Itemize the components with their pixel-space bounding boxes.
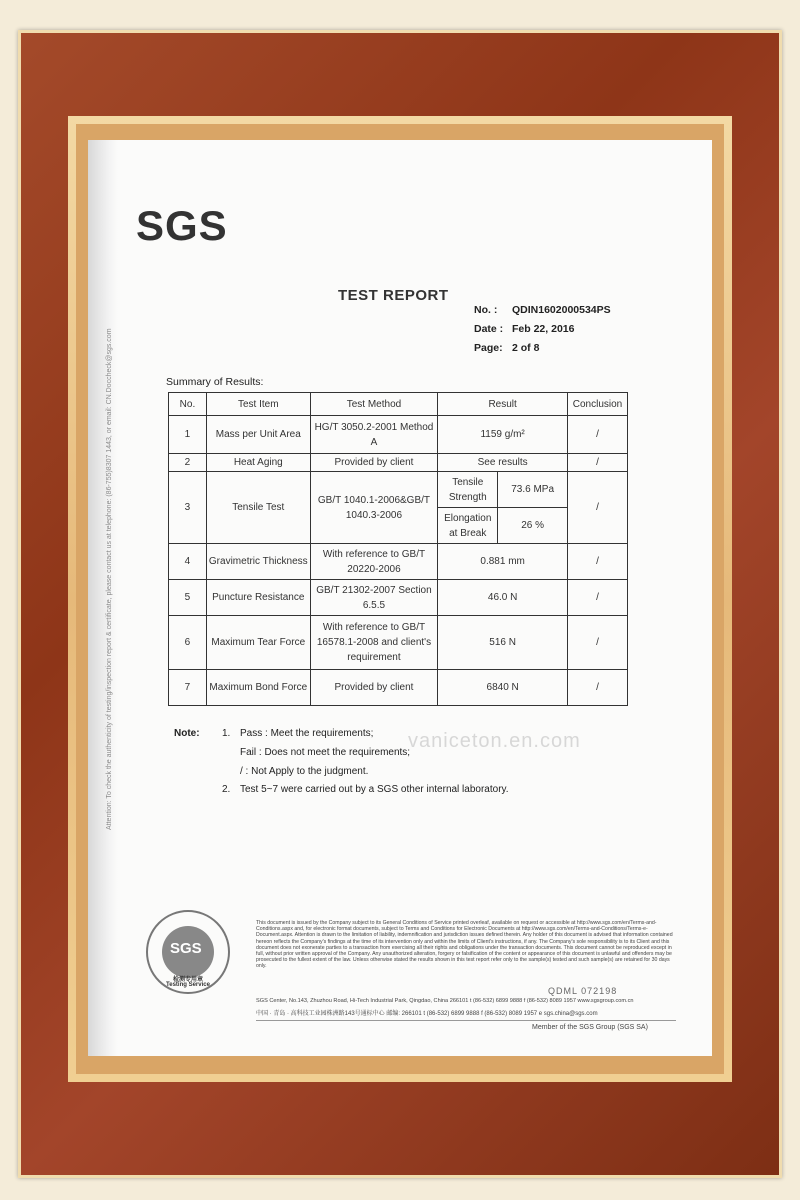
cell-item: Mass per Unit Area bbox=[206, 416, 310, 454]
note-label: Note: bbox=[174, 728, 200, 739]
report-title: TEST REPORT bbox=[338, 287, 449, 304]
note-2: Test 5~7 were carried out by a SGS other internal laboratory. bbox=[240, 784, 509, 795]
cell-method: Provided by client bbox=[310, 454, 438, 472]
note-2-number: 2. bbox=[222, 784, 231, 795]
table-row bbox=[169, 616, 628, 670]
header-test-method: Test Method bbox=[310, 393, 438, 416]
cell-item: Maximum Bond Force bbox=[206, 670, 310, 706]
page-label: Page: bbox=[474, 342, 503, 354]
report-document bbox=[88, 140, 712, 1056]
cell-conclusion: / bbox=[568, 472, 628, 544]
table-row bbox=[169, 670, 628, 706]
cell-sub-label: Elongation at Break bbox=[438, 508, 498, 544]
cell-method: HG/T 3050.2-2001 Method A bbox=[310, 416, 438, 454]
cell-item: Maximum Tear Force bbox=[206, 616, 310, 670]
report-meta bbox=[474, 304, 611, 361]
table-row bbox=[169, 472, 628, 508]
watermark: vaniceton.en.com bbox=[408, 730, 581, 752]
table-row bbox=[169, 454, 628, 472]
cell-conclusion: / bbox=[568, 544, 628, 580]
table-row bbox=[169, 416, 628, 454]
cell-method: Provided by client bbox=[310, 670, 438, 706]
date-label: Date : bbox=[474, 323, 504, 335]
cell-conclusion: / bbox=[568, 416, 628, 454]
cell-item: Gravimetric Thickness bbox=[206, 544, 310, 580]
cell-no: 1 bbox=[169, 416, 207, 454]
cell-conclusion: / bbox=[568, 580, 628, 616]
sgs-logo: SGS bbox=[136, 202, 228, 249]
note-1c: / : Not Apply to the judgment. bbox=[240, 766, 369, 777]
cell-item: Heat Aging bbox=[206, 454, 310, 472]
table-row bbox=[169, 580, 628, 616]
cell-sub-value: 73.6 MPa bbox=[498, 472, 568, 508]
cell-sub-value: 26 % bbox=[498, 508, 568, 544]
cell-method: With reference to GB/T 16578.1-2008 and client's requirement bbox=[310, 616, 438, 670]
report-date: Feb 22, 2016 bbox=[512, 323, 575, 335]
cell-method: With reference to GB/T 20220-2006 bbox=[310, 544, 438, 580]
testing-service-stamp bbox=[146, 910, 230, 994]
cell-result: 6840 N bbox=[438, 670, 568, 706]
page-number: 2 of 8 bbox=[512, 342, 540, 354]
cell-no: 3 bbox=[169, 472, 207, 544]
cell-item: Tensile Test bbox=[206, 472, 310, 544]
report-number: QDIN1602000534PS bbox=[512, 304, 611, 316]
cell-item: Puncture Resistance bbox=[206, 580, 310, 616]
cell-result: 0.881 mm bbox=[438, 544, 568, 580]
note-1b: Fail : Does not meet the requirements; bbox=[240, 747, 411, 758]
cell-no: 5 bbox=[169, 580, 207, 616]
serial-number: QDML 072198 bbox=[548, 986, 618, 996]
cell-result: 516 N bbox=[438, 616, 568, 670]
cell-conclusion: / bbox=[568, 616, 628, 670]
header-test-item: Test Item bbox=[206, 393, 310, 416]
cell-conclusion: / bbox=[568, 670, 628, 706]
cell-result: 1159 g/m² bbox=[438, 416, 568, 454]
member-note: Member of the SGS Group (SGS SA) bbox=[532, 1024, 648, 1031]
table-header-row bbox=[169, 393, 628, 416]
cell-method: GB/T 1040.1-2006&GB/T 1040.3-2006 bbox=[310, 472, 438, 544]
cell-no: 2 bbox=[169, 454, 207, 472]
note-1-number: 1. bbox=[222, 728, 231, 739]
cell-no: 6 bbox=[169, 616, 207, 670]
header-no: No. bbox=[169, 393, 207, 416]
results-table bbox=[168, 392, 628, 706]
footer-divider bbox=[256, 1020, 676, 1021]
cell-no: 4 bbox=[169, 544, 207, 580]
authenticity-note: Attention: To check the authenticity of testing/inspection report & certificate, please contact us at telephone: (86-755)8307 1443, or email: CN.Doccheck@sgs.com bbox=[106, 328, 113, 830]
note-1a: Pass : Meet the requirements; bbox=[240, 728, 374, 739]
address-english: SGS Center, No.143, Zhuzhou Road, Hi-Tech Industrial Park, Qingdao, China 266101 t (86-532) 6899 9888 f (86-532) 8089 1957 www.sgsgroup.com.cn bbox=[256, 998, 634, 1004]
paper-fold-shadow bbox=[88, 140, 118, 1056]
cell-no: 7 bbox=[169, 670, 207, 706]
stamp-chinese-text: 检测专用章 bbox=[172, 977, 203, 983]
cell-result: See results bbox=[438, 454, 568, 472]
cell-sub-label: Tensile Strength bbox=[438, 472, 498, 508]
header-result: Result bbox=[438, 393, 568, 416]
no-label: No. : bbox=[474, 304, 498, 316]
address-chinese: 中国 · 青岛 · 高科技工业园株洲路143号通标中心 邮编: 266101 t (86-532) 6899 9888 f (86-532) 8089 1957 e sgs.china@sgs.com bbox=[256, 1011, 598, 1017]
stamp-center bbox=[162, 926, 214, 978]
cell-conclusion: / bbox=[568, 454, 628, 472]
summary-label: Summary of Results: bbox=[166, 376, 264, 388]
table-row bbox=[169, 544, 628, 580]
stamp-sgs-text: SGS bbox=[170, 940, 202, 957]
stamp-service-text: Testing Service bbox=[166, 982, 210, 988]
cell-method: GB/T 21302-2007 Section 6.5.5 bbox=[310, 580, 438, 616]
cell-result: 46.0 N bbox=[438, 580, 568, 616]
header-conclusion: Conclusion bbox=[568, 393, 628, 416]
disclaimer-text: This document is issued by the Company subject to its General Conditions of Service printed overleaf, available on request or accessible at http://www.sgs.com/en/Terms-and-Conditions.aspx and, for electronic format documents, subject to Terms and Conditions for Electronic Documents at http://www.sgs.com/en/Terms-and-Conditions/Terms-e-Document.aspx. Attention is drawn to the limitation of liability, indemnification and jurisdiction issues defined therein. Any holder of this document is advised that information contained hereon reflects the Company's findings at the time of its intervention only and within the limits of Client's instructions, if any. The Company's sole responsibility is to its Client and this document does not exonerate parties to a transaction from exercising all their rights and obligations under the transaction documents. This document cannot be reproduced except in full, without prior written approval of the Company. Any unauthorized alteration, forgery or falsification of the content or appearance of this document is unlawful and offenders may be prosecuted to the fullest extent of the law. Unless otherwise stated the results shown in this test report refer only to the sample(s) tested and such sample(s) are retained for 30 days only. bbox=[256, 920, 673, 970]
